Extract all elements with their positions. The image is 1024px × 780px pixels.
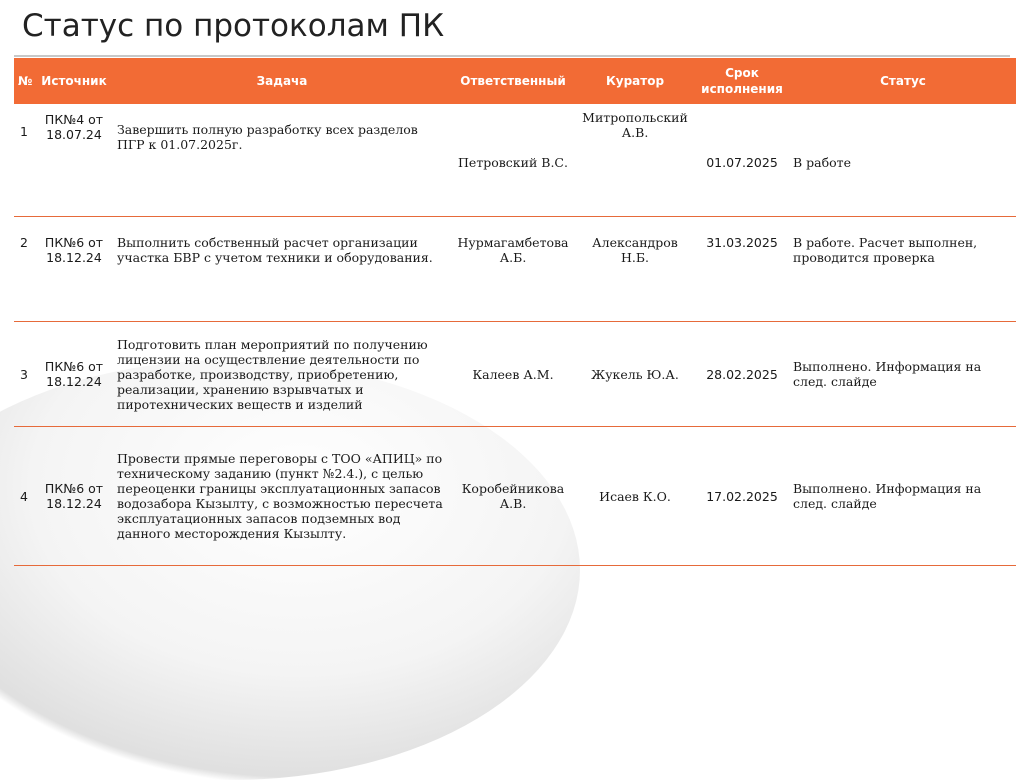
cell-due: 31.03.2025 <box>694 217 790 322</box>
header-status: Статус <box>790 58 1016 104</box>
cell-task: Провести прямые переговоры с ТОО «АПИЦ» по техническому заданию (пункт №2.4.), с целью переоценки границы эксплуатационных запасов водозабора Кызылту, с возможностью пересчета эксплуатационных запасов подземных вод данного месторождения Кызылту. <box>114 427 450 566</box>
cell-task: Завершить полную разработку всех разделов ПГР к 01.07.2025г. <box>114 104 450 217</box>
header-num: № <box>14 58 34 104</box>
header-source: Источник <box>34 58 114 104</box>
cell-status: В работе <box>790 104 1016 217</box>
cell-status: В работе. Расчет выполнен, проводится проверка <box>790 217 1016 322</box>
cell-curator: Исаев К.О. <box>576 427 694 566</box>
table-row <box>14 322 1016 427</box>
title-divider <box>14 55 1010 57</box>
cell-task: Выполнить собственный расчет организации участка БВР с учетом техники и оборудования. <box>114 217 450 322</box>
cell-num: 3 <box>14 322 34 427</box>
table-row <box>14 217 1016 322</box>
protocol-status-table <box>14 58 1016 566</box>
cell-source: ПК№6 от 18.12.24 <box>34 217 114 322</box>
cell-status: Выполнено. Информация на след. слайде <box>790 322 1016 427</box>
cell-responsible: Петровский В.С. <box>450 104 576 217</box>
table-row <box>14 104 1016 217</box>
cell-num: 2 <box>14 217 34 322</box>
table-header-row <box>14 58 1016 104</box>
cell-curator: Жукель Ю.А. <box>576 322 694 427</box>
cell-due: 28.02.2025 <box>694 322 790 427</box>
cell-num: 1 <box>14 104 34 217</box>
header-responsible: Ответственный <box>450 58 576 104</box>
cell-source: ПК№6 от 18.12.24 <box>34 427 114 566</box>
cell-status: Выполнено. Информация на след. слайде <box>790 427 1016 566</box>
cell-source: ПК№6 от 18.12.24 <box>34 322 114 427</box>
cell-num: 4 <box>14 427 34 566</box>
cell-curator: Митропольский А.В. <box>576 104 694 217</box>
cell-due: 17.02.2025 <box>694 427 790 566</box>
cell-responsible: Коробейникова А.В. <box>450 427 576 566</box>
header-curator: Куратор <box>576 58 694 104</box>
table-row <box>14 427 1016 566</box>
cell-source: ПК№4 от 18.07.24 <box>34 104 114 217</box>
cell-responsible: Калеев А.М. <box>450 322 576 427</box>
header-task: Задача <box>114 58 450 104</box>
header-due: Срок исполнения <box>694 58 790 104</box>
page-title: Статус по протоколам ПК <box>22 8 445 44</box>
cell-task: Подготовить план мероприятий по получению лицензии на осуществление деятельности по разработке, производству, приобретению, реализации, хранению взрывчатых и пиротехнических веществ и изделий <box>114 322 450 427</box>
cell-curator: Александров Н.Б. <box>576 217 694 322</box>
cell-responsible: Нурмагамбетова А.Б. <box>450 217 576 322</box>
cell-due: 01.07.2025 <box>694 104 790 217</box>
